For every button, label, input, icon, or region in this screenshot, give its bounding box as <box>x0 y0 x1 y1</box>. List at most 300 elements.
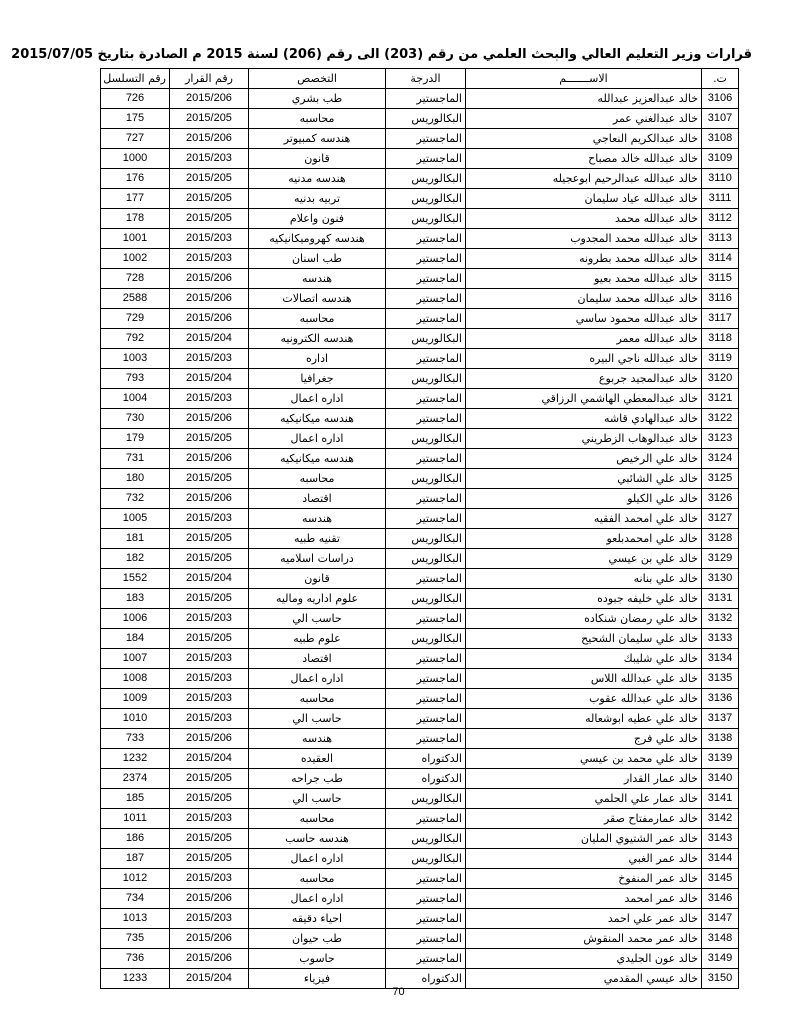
cell-name: خالد عبدالهادي قاشه <box>466 409 702 429</box>
table-row <box>101 869 739 889</box>
header-degree: الدرجة <box>386 69 466 89</box>
table-row <box>101 389 739 409</box>
table-row <box>101 929 739 949</box>
cell-name: خالد عبدالله محمود ساسي <box>466 309 702 329</box>
cell-sequence: 1000 <box>101 149 170 169</box>
table-row <box>101 789 739 809</box>
cell-decision: 2015/203 <box>170 909 249 929</box>
cell-specialty: اقتصاد <box>249 489 386 509</box>
cell-sequence: 185 <box>101 789 170 809</box>
table-row <box>101 169 739 189</box>
table-row <box>101 629 739 649</box>
table-row <box>101 549 739 569</box>
cell-specialty: محاسبه <box>249 469 386 489</box>
cell-number: 3109 <box>702 149 739 169</box>
cell-decision: 2015/205 <box>170 849 249 869</box>
cell-name: خالد علي بنانه <box>466 569 702 589</box>
cell-specialty: محاسبه <box>249 309 386 329</box>
cell-number: 3139 <box>702 749 739 769</box>
cell-degree: الماجستير <box>386 349 466 369</box>
cell-degree: الماجستير <box>386 129 466 149</box>
cell-specialty: هندسه ميكانيكيه <box>249 449 386 469</box>
cell-degree: الماجستير <box>386 949 466 969</box>
table-row <box>101 469 739 489</box>
cell-degree: البكالوريس <box>386 109 466 129</box>
table-row <box>101 769 739 789</box>
cell-degree: الماجستير <box>386 689 466 709</box>
cell-number: 3135 <box>702 669 739 689</box>
cell-name: خالد علي شليبك <box>466 649 702 669</box>
table-row <box>101 809 739 829</box>
cell-specialty: هندسه مدنيه <box>249 169 386 189</box>
cell-sequence: 731 <box>101 449 170 469</box>
cell-sequence: 726 <box>101 89 170 109</box>
cell-specialty: اداره اعمال <box>249 669 386 689</box>
cell-number: 3115 <box>702 269 739 289</box>
cell-specialty: طب بشري <box>249 89 386 109</box>
cell-sequence: 177 <box>101 189 170 209</box>
cell-specialty: هندسه كهروميكانيكيه <box>249 229 386 249</box>
cell-number: 3129 <box>702 549 739 569</box>
cell-name: خالد عبدالمجيد جربوع <box>466 369 702 389</box>
cell-number: 3147 <box>702 909 739 929</box>
cell-specialty: هندسه كمبيوتر <box>249 129 386 149</box>
cell-sequence: 733 <box>101 729 170 749</box>
cell-name: خالد علي سليمان الشحيح <box>466 629 702 649</box>
cell-decision: 2015/206 <box>170 89 249 109</box>
table-row <box>101 949 739 969</box>
cell-degree: الماجستير <box>386 929 466 949</box>
cell-decision: 2015/205 <box>170 769 249 789</box>
cell-sequence: 1007 <box>101 649 170 669</box>
cell-decision: 2015/206 <box>170 409 249 429</box>
cell-number: 3131 <box>702 589 739 609</box>
cell-decision: 2015/203 <box>170 609 249 629</box>
cell-name: خالد عبدالله محمد <box>466 209 702 229</box>
cell-name: خالد علي الكيلو <box>466 489 702 509</box>
cell-name: خالد عبدالله محمد المجدوب <box>466 229 702 249</box>
cell-number: 3122 <box>702 409 739 429</box>
cell-specialty: هندسه اتصالات <box>249 289 386 309</box>
cell-name: خالد عمر المنفوخ <box>466 869 702 889</box>
table-row <box>101 129 739 149</box>
cell-name: خالد عبدالله عياد سليمان <box>466 189 702 209</box>
cell-decision: 2015/206 <box>170 449 249 469</box>
cell-specialty: علوم اداريه وماليه <box>249 589 386 609</box>
cell-name: خالد عمارمفتاح صقر <box>466 809 702 829</box>
cell-decision: 2015/206 <box>170 289 249 309</box>
cell-number: 3124 <box>702 449 739 469</box>
table-row <box>101 589 739 609</box>
cell-decision: 2015/205 <box>170 529 249 549</box>
cell-number: 3120 <box>702 369 739 389</box>
table-row <box>101 329 739 349</box>
cell-degree: الماجستير <box>386 489 466 509</box>
cell-name: خالد عيسي المقدمي <box>466 969 702 989</box>
cell-specialty: اقتصاد <box>249 649 386 669</box>
table-row <box>101 149 739 169</box>
cell-sequence: 2588 <box>101 289 170 309</box>
header-sequence: رقم التسلسل <box>101 69 170 89</box>
cell-name: خالد علي خليفه جبوده <box>466 589 702 609</box>
cell-specialty: هندسه حاسب <box>249 829 386 849</box>
cell-degree: الماجستير <box>386 229 466 249</box>
cell-sequence: 728 <box>101 269 170 289</box>
cell-sequence: 180 <box>101 469 170 489</box>
cell-degree: الماجستير <box>386 809 466 829</box>
table-row <box>101 429 739 449</box>
cell-number: 3146 <box>702 889 739 909</box>
cell-decision: 2015/203 <box>170 809 249 829</box>
cell-number: 3112 <box>702 209 739 229</box>
cell-decision: 2015/203 <box>170 149 249 169</box>
cell-degree: الماجستير <box>386 269 466 289</box>
table-row <box>101 509 739 529</box>
cell-sequence: 1002 <box>101 249 170 269</box>
cell-name: خالد علي امحمدبلعو <box>466 529 702 549</box>
cell-degree: البكالوريس <box>386 169 466 189</box>
cell-degree: الماجستير <box>386 449 466 469</box>
cell-decision: 2015/206 <box>170 929 249 949</box>
cell-number: 3108 <box>702 129 739 149</box>
cell-name: خالد عبدالله خالد مصباح <box>466 149 702 169</box>
cell-degree: البكالوريس <box>386 529 466 549</box>
cell-number: 3118 <box>702 329 739 349</box>
cell-degree: الماجستير <box>386 89 466 109</box>
table-row <box>101 749 739 769</box>
cell-degree: الماجستير <box>386 289 466 309</box>
cell-specialty: حاسوب <box>249 949 386 969</box>
cell-sequence: 184 <box>101 629 170 649</box>
cell-specialty: طب اسنان <box>249 249 386 269</box>
cell-sequence: 734 <box>101 889 170 909</box>
cell-degree: البكالوريس <box>386 429 466 449</box>
cell-sequence: 1006 <box>101 609 170 629</box>
table-row <box>101 529 739 549</box>
cell-degree: الدكتوراه <box>386 749 466 769</box>
table-row <box>101 109 739 129</box>
table-row <box>101 829 739 849</box>
cell-specialty: علوم طبيه <box>249 629 386 649</box>
cell-decision: 2015/204 <box>170 749 249 769</box>
cell-name: خالد عبدالله محمد بعيو <box>466 269 702 289</box>
cell-name: خالد عبدالله محمد سليمان <box>466 289 702 309</box>
cell-degree: الماجستير <box>386 309 466 329</box>
cell-sequence: 183 <box>101 589 170 609</box>
cell-name: خالد عون الجليدي <box>466 949 702 969</box>
cell-number: 3107 <box>702 109 739 129</box>
cell-sequence: 729 <box>101 309 170 329</box>
cell-sequence: 176 <box>101 169 170 189</box>
table-row <box>101 249 739 269</box>
cell-specialty: دراسات اسلاميه <box>249 549 386 569</box>
cell-name: خالد عبدالكريم النعاجي <box>466 129 702 149</box>
cell-sequence: 186 <box>101 829 170 849</box>
table-row <box>101 209 739 229</box>
header-decision: رقم القرار <box>170 69 249 89</box>
cell-number: 3145 <box>702 869 739 889</box>
cell-specialty: تربيه بدنيه <box>249 189 386 209</box>
cell-name: خالد عمر علي احمد <box>466 909 702 929</box>
document-title: قرارات وزير التعليم العالي والبحث العلمي من رقم (203) الى رقم (206) لسنة 2015 م الصادرة بتاريخ 2015/07/05 <box>11 47 752 62</box>
table-row <box>101 609 739 629</box>
cell-sequence: 1233 <box>101 969 170 989</box>
table-row <box>101 689 739 709</box>
cell-degree: الماجستير <box>386 909 466 929</box>
cell-sequence: 179 <box>101 429 170 449</box>
cell-number: 3116 <box>702 289 739 309</box>
table-row <box>101 269 739 289</box>
cell-specialty: اداره اعمال <box>249 389 386 409</box>
cell-name: خالد عبدالله ناجي البيره <box>466 349 702 369</box>
cell-sequence: 1008 <box>101 669 170 689</box>
table-row <box>101 189 739 209</box>
cell-number: 3136 <box>702 689 739 709</box>
cell-decision: 2015/203 <box>170 249 249 269</box>
cell-decision: 2015/206 <box>170 729 249 749</box>
cell-sequence: 1009 <box>101 689 170 709</box>
cell-decision: 2015/203 <box>170 669 249 689</box>
cell-degree: البكالوريس <box>386 329 466 349</box>
cell-degree: الماجستير <box>386 649 466 669</box>
cell-decision: 2015/203 <box>170 649 249 669</box>
header-name: الاســـــــم <box>466 69 702 89</box>
cell-specialty: تقنيه طبيه <box>249 529 386 549</box>
cell-degree: الماجستير <box>386 249 466 269</box>
cell-number: 3127 <box>702 509 739 529</box>
cell-number: 3119 <box>702 349 739 369</box>
cell-decision: 2015/205 <box>170 169 249 189</box>
table-row <box>101 729 739 749</box>
cell-number: 3134 <box>702 649 739 669</box>
cell-decision: 2015/203 <box>170 689 249 709</box>
cell-decision: 2015/203 <box>170 869 249 889</box>
cell-number: 3117 <box>702 309 739 329</box>
cell-specialty: هندسه <box>249 509 386 529</box>
cell-degree: الماجستير <box>386 889 466 909</box>
cell-sequence: 178 <box>101 209 170 229</box>
cell-sequence: 182 <box>101 549 170 569</box>
cell-decision: 2015/206 <box>170 949 249 969</box>
table-row <box>101 309 739 329</box>
cell-degree: الماجستير <box>386 709 466 729</box>
cell-number: 3123 <box>702 429 739 449</box>
cell-name: خالد علي عبدالله اللاس <box>466 669 702 689</box>
cell-name: خالد عمر الشتيوي المليان <box>466 829 702 849</box>
cell-number: 3132 <box>702 609 739 629</box>
cell-sequence: 732 <box>101 489 170 509</box>
cell-specialty: قانون <box>249 569 386 589</box>
cell-specialty: طب حيوان <box>249 929 386 949</box>
cell-number: 3106 <box>702 89 739 109</box>
table-row <box>101 669 739 689</box>
cell-decision: 2015/205 <box>170 629 249 649</box>
cell-specialty: جغرافيا <box>249 369 386 389</box>
cell-sequence: 1552 <box>101 569 170 589</box>
cell-number: 3149 <box>702 949 739 969</box>
cell-number: 3126 <box>702 489 739 509</box>
cell-specialty: هندسه الكترونيه <box>249 329 386 349</box>
cell-sequence: 735 <box>101 929 170 949</box>
cell-sequence: 1012 <box>101 869 170 889</box>
cell-specialty: حاسب الي <box>249 709 386 729</box>
cell-number: 3137 <box>702 709 739 729</box>
cell-number: 3143 <box>702 829 739 849</box>
table-row <box>101 849 739 869</box>
cell-decision: 2015/205 <box>170 829 249 849</box>
cell-name: خالد علي الشائبي <box>466 469 702 489</box>
cell-degree: الماجستير <box>386 609 466 629</box>
cell-decision: 2015/206 <box>170 889 249 909</box>
cell-decision: 2015/205 <box>170 469 249 489</box>
cell-specialty: محاسبه <box>249 869 386 889</box>
cell-number: 3114 <box>702 249 739 269</box>
cell-name: خالد علي الرخيص <box>466 449 702 469</box>
cell-decision: 2015/203 <box>170 229 249 249</box>
cell-decision: 2015/206 <box>170 269 249 289</box>
cell-specialty: قانون <box>249 149 386 169</box>
cell-degree: الماجستير <box>386 149 466 169</box>
cell-decision: 2015/206 <box>170 129 249 149</box>
cell-sequence: 175 <box>101 109 170 129</box>
cell-specialty: احياء دقيقه <box>249 909 386 929</box>
decisions-table <box>100 68 739 989</box>
cell-name: خالد علي عطيه ابوشعاله <box>466 709 702 729</box>
cell-degree: البكالوريس <box>386 589 466 609</box>
cell-name: خالد عبدالعزيز عبدالله <box>466 89 702 109</box>
cell-degree: البكالوريس <box>386 209 466 229</box>
cell-sequence: 1005 <box>101 509 170 529</box>
cell-degree: البكالوريس <box>386 849 466 869</box>
header-specialty: التخصص <box>249 69 386 89</box>
cell-name: خالد عبدالغني عمر <box>466 109 702 129</box>
cell-name: خالد عبدالمعطي الهاشمي الرزاقي <box>466 389 702 409</box>
cell-decision: 2015/203 <box>170 389 249 409</box>
cell-name: خالد علي محمد بن عيسي <box>466 749 702 769</box>
cell-specialty: اداره اعمال <box>249 889 386 909</box>
table-row <box>101 89 739 109</box>
cell-degree: الماجستير <box>386 729 466 749</box>
cell-sequence: 1010 <box>101 709 170 729</box>
cell-degree: البكالوريس <box>386 629 466 649</box>
cell-name: خالد عمار القدار <box>466 769 702 789</box>
cell-name: خالد علي عبدالله عقوب <box>466 689 702 709</box>
cell-number: 3144 <box>702 849 739 869</box>
table-row <box>101 569 739 589</box>
cell-number: 3141 <box>702 789 739 809</box>
cell-degree: البكالوريس <box>386 829 466 849</box>
table-row <box>101 289 739 309</box>
cell-name: خالد عبدالوهاب الزطريني <box>466 429 702 449</box>
cell-decision: 2015/205 <box>170 109 249 129</box>
table-body <box>101 89 739 989</box>
cell-sequence: 1011 <box>101 809 170 829</box>
cell-specialty: هندسه ميكانيكيه <box>249 409 386 429</box>
cell-degree: البكالوريس <box>386 549 466 569</box>
cell-specialty: اداره اعمال <box>249 429 386 449</box>
cell-degree: الماجستير <box>386 409 466 429</box>
cell-decision: 2015/204 <box>170 369 249 389</box>
cell-sequence: 727 <box>101 129 170 149</box>
cell-sequence: 187 <box>101 849 170 869</box>
cell-sequence: 2374 <box>101 769 170 789</box>
cell-degree: البكالوريس <box>386 369 466 389</box>
cell-specialty: هندسه <box>249 269 386 289</box>
cell-specialty: اداره اعمال <box>249 849 386 869</box>
table-header-row <box>101 69 739 89</box>
cell-name: خالد عمر امحمد <box>466 889 702 909</box>
table-row <box>101 449 739 469</box>
cell-number: 3121 <box>702 389 739 409</box>
cell-specialty: محاسبه <box>249 689 386 709</box>
cell-name: خالد علي بن عيسي <box>466 549 702 569</box>
cell-sequence: 181 <box>101 529 170 549</box>
cell-degree: الماجستير <box>386 509 466 529</box>
cell-number: 3140 <box>702 769 739 789</box>
cell-decision: 2015/204 <box>170 329 249 349</box>
cell-specialty: طب جراحه <box>249 769 386 789</box>
cell-number: 3142 <box>702 809 739 829</box>
cell-name: خالد علي رمضان شنكاده <box>466 609 702 629</box>
cell-specialty: محاسبه <box>249 109 386 129</box>
cell-number: 3148 <box>702 929 739 949</box>
cell-degree: الدكتوراه <box>386 769 466 789</box>
cell-name: خالد عبدالله معمر <box>466 329 702 349</box>
cell-decision: 2015/205 <box>170 589 249 609</box>
table-row <box>101 409 739 429</box>
cell-specialty: هندسه <box>249 729 386 749</box>
table-row <box>101 489 739 509</box>
cell-decision: 2015/204 <box>170 569 249 589</box>
cell-number: 3128 <box>702 529 739 549</box>
cell-decision: 2015/203 <box>170 349 249 369</box>
cell-decision: 2015/205 <box>170 549 249 569</box>
cell-degree: الماجستير <box>386 389 466 409</box>
cell-degree: البكالوريس <box>386 189 466 209</box>
table-row <box>101 709 739 729</box>
cell-number: 3138 <box>702 729 739 749</box>
cell-specialty: العقيده <box>249 749 386 769</box>
page-number: 70 <box>392 986 405 998</box>
cell-number: 3110 <box>702 169 739 189</box>
cell-degree: الماجستير <box>386 869 466 889</box>
cell-degree: الماجستير <box>386 669 466 689</box>
cell-sequence: 730 <box>101 409 170 429</box>
cell-degree: البكالوريس <box>386 789 466 809</box>
cell-number: 3111 <box>702 189 739 209</box>
table-row <box>101 649 739 669</box>
cell-sequence: 1003 <box>101 349 170 369</box>
cell-number: 3133 <box>702 629 739 649</box>
cell-name: خالد عبدالله محمد بطرونه <box>466 249 702 269</box>
cell-name: خالد عبدالله عبدالرحيم ابوعجيله <box>466 169 702 189</box>
cell-name: خالد عمار علي الحلمي <box>466 789 702 809</box>
cell-degree: الدكتوراه <box>386 969 466 989</box>
cell-degree: الماجستير <box>386 569 466 589</box>
cell-decision: 2015/203 <box>170 509 249 529</box>
cell-name: خالد عمر الغبي <box>466 849 702 869</box>
cell-sequence: 736 <box>101 949 170 969</box>
cell-number: 3150 <box>702 969 739 989</box>
cell-decision: 2015/204 <box>170 969 249 989</box>
cell-specialty: فنون واعلام <box>249 209 386 229</box>
cell-specialty: فيزياء <box>249 969 386 989</box>
cell-specialty: حاسب الي <box>249 789 386 809</box>
cell-name: خالد عمر محمد المنقوش <box>466 929 702 949</box>
cell-number: 3130 <box>702 569 739 589</box>
cell-specialty: محاسبه <box>249 809 386 829</box>
cell-degree: البكالوريس <box>386 469 466 489</box>
